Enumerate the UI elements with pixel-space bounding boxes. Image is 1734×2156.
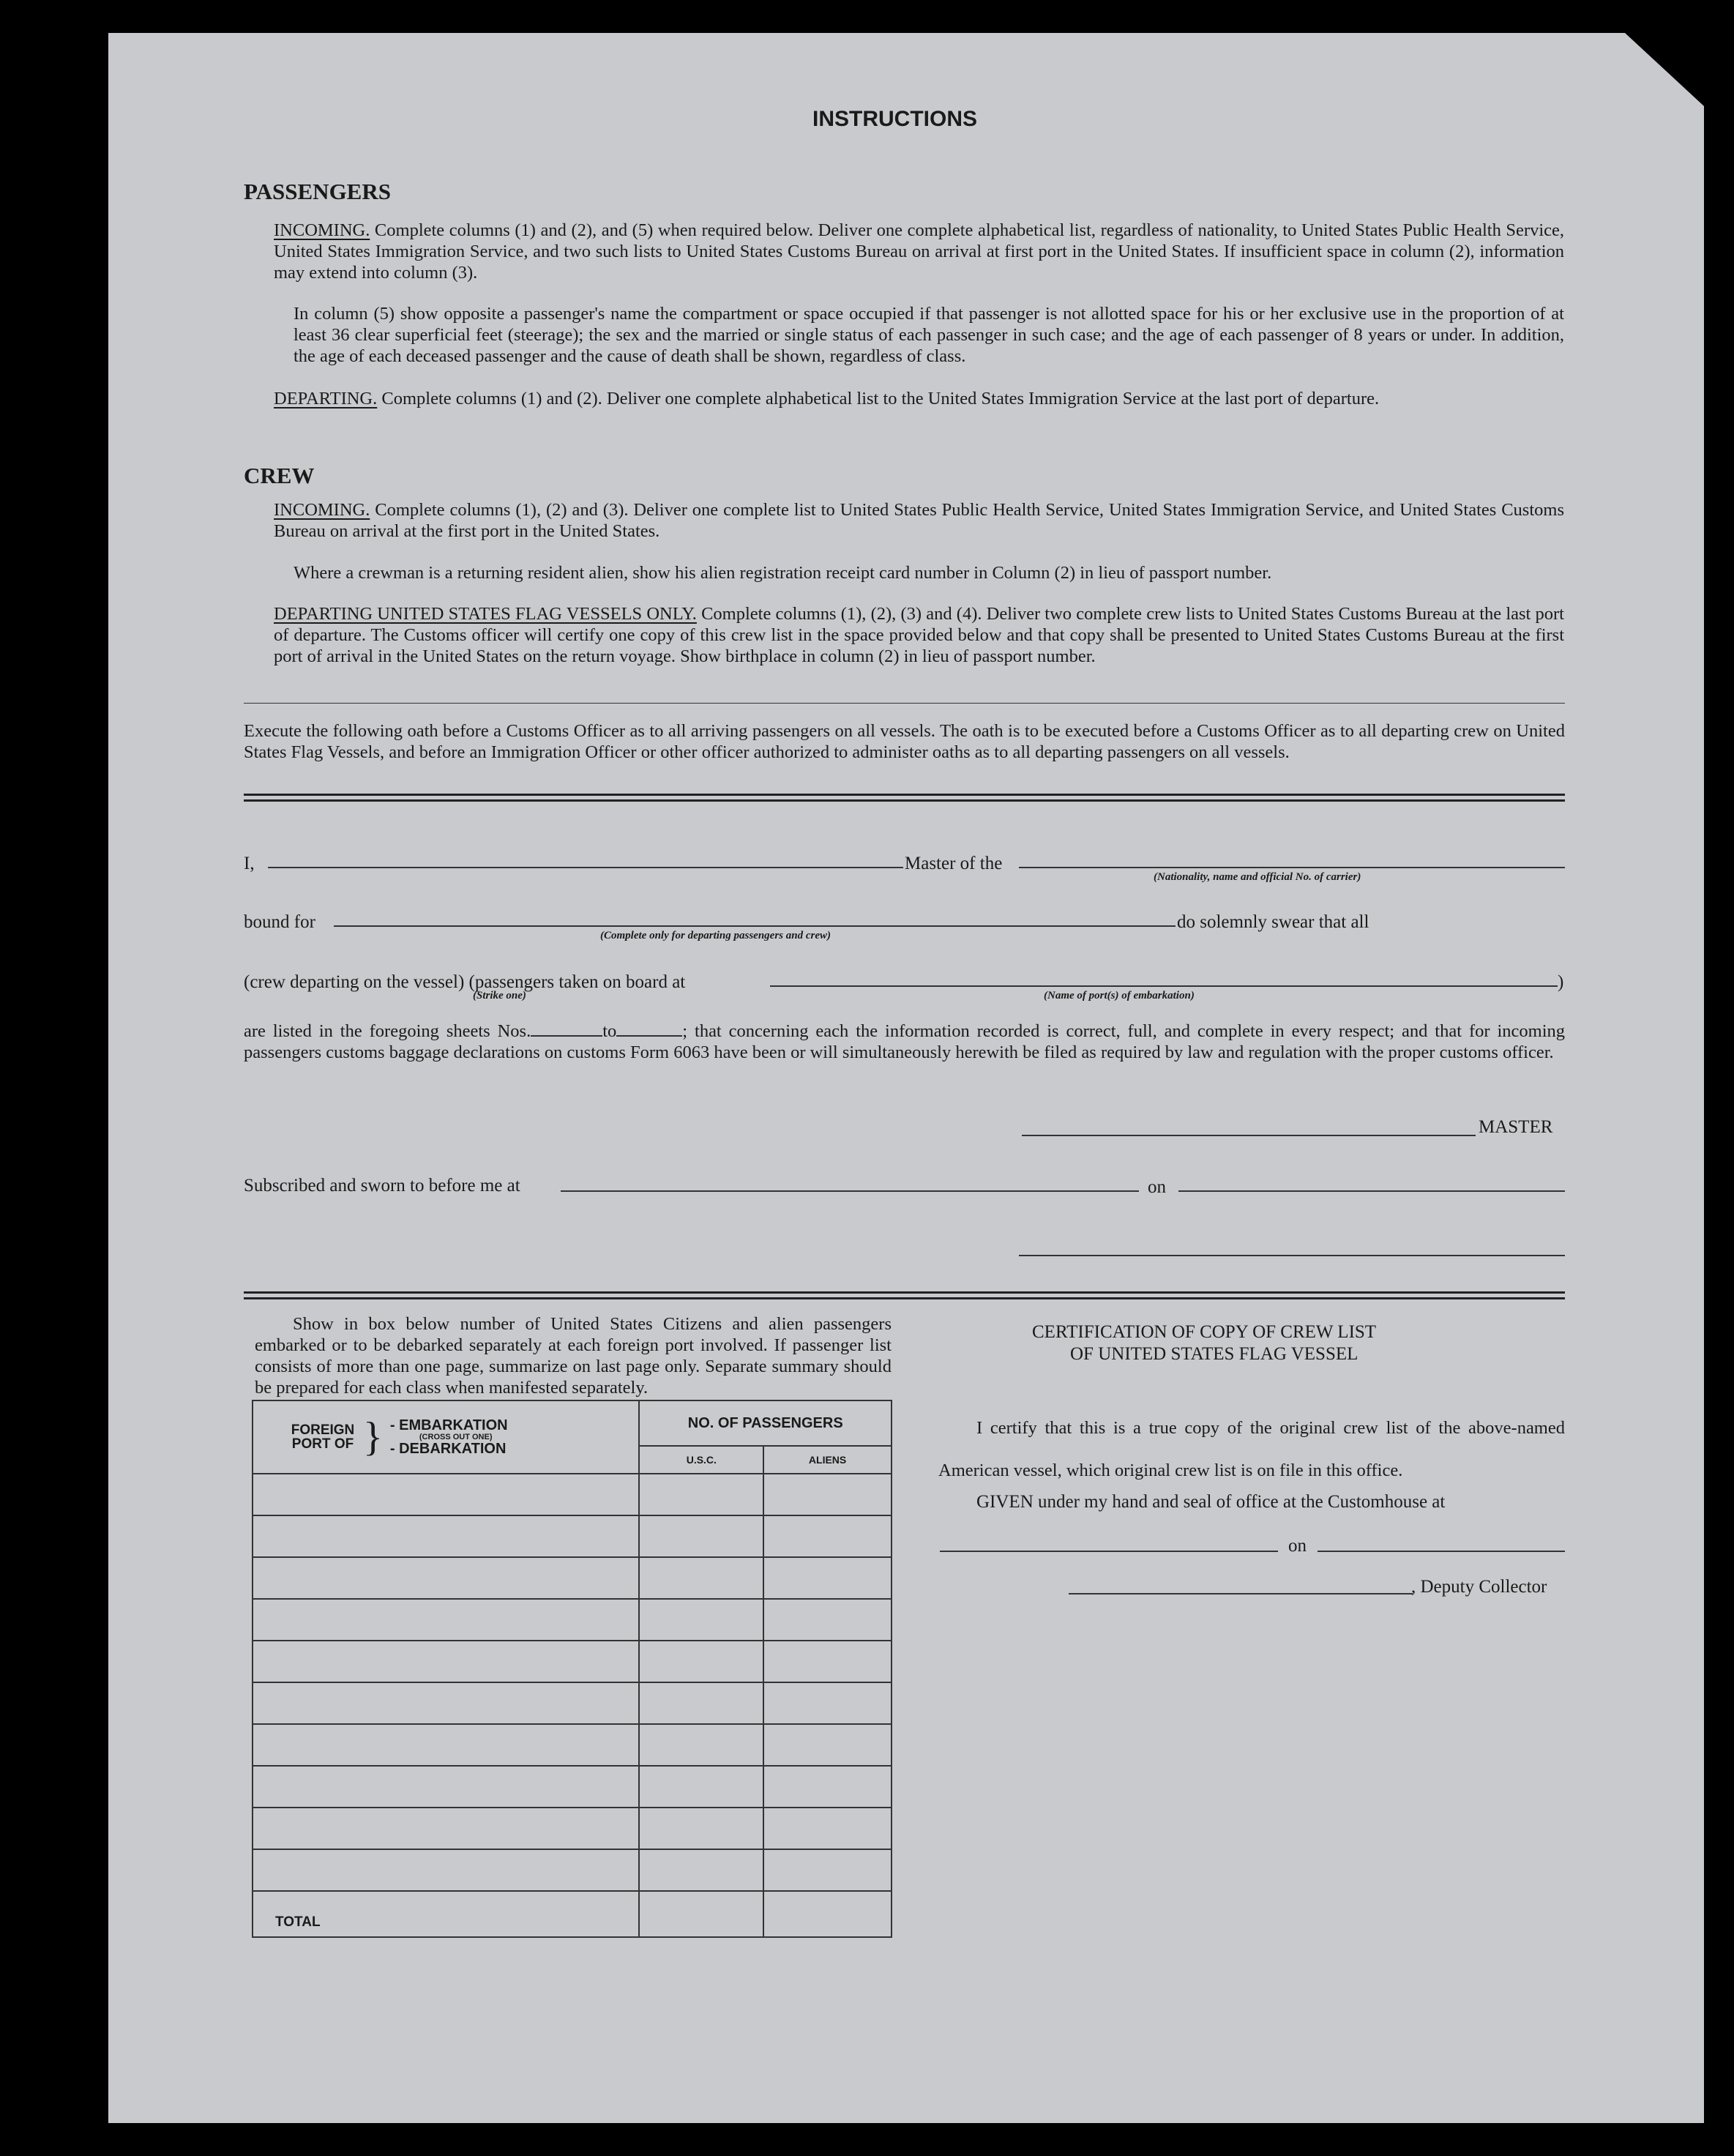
certify-text: I certify that this is a true copy of the original crew list of the above-named American vessel, which original crew list is on file in this office. [938,1418,1565,1480]
bound-caption: (Complete only for departing passengers and crew) [600,930,831,941]
port-cell[interactable] [253,1849,639,1891]
port-cell[interactable] [253,1641,639,1682]
passengers-departing-text: Complete columns (1) and (2). Deliver one complete alphabetical list to the United States Immigration Service at the last port of departure. [381,389,1380,409]
master-of-the-label: Master of the [905,854,1003,873]
debarkation-label: - DEBARKATION [389,1441,507,1457]
sheet-from-field[interactable] [531,1022,602,1037]
embarkation-label: - EMBARKATION [389,1417,508,1433]
deputy-collector-label: , Deputy Collector [1411,1577,1547,1597]
sheets-statement [244,1021,1565,1063]
usc-cell[interactable] [639,1557,763,1599]
certification-title-1: CERTIFICATION OF COPY OF CREW LIST [1032,1322,1377,1342]
aliens-header: ALIENS [763,1446,892,1474]
aliens-cell[interactable] [763,1808,892,1849]
passengers-departing-label: DEPARTING. [274,389,378,409]
port-cell[interactable] [253,1682,639,1724]
certification-on-label: on [1288,1536,1307,1556]
carrier-field[interactable] [1019,867,1565,868]
bound-for-label: bound for [244,912,315,932]
master-name-field[interactable] [268,867,903,868]
sworn-place-field[interactable] [561,1190,1139,1192]
port-cell[interactable] [253,1766,639,1808]
passengers-column5-text: In column (5) show opposite a passenger's name the compartment or space occupied if that passenger is not allotted space for his or her exclusive use in the proportion of at least 36 clear superficial feet (steerage); the sex and the married or single status of each passenger in such case; and the age of each passenger of 8 years or under. In addition, the age of each deceased passenger and the cause of death shall be shown, regardless of class. [294,304,1564,366]
passengers-incoming-instructions [274,220,1564,283]
double-rule-2 [244,1291,1565,1299]
passengers-departing-instructions [274,388,1564,409]
passengers-incoming-text: Complete columns (1) and (2), and (5) when required below. Deliver one complete alphabetical list, regardless of nationality, to United States Public Health Service, United States Immigration Service, and two such lists to United States Customs Bureau on arrival at first port in the United States. If insufficient space in column (2), information may extend into column (3). [274,220,1565,283]
sheets-text-a: are listed in the foregoing sheets Nos. [244,1021,531,1041]
no-of-passengers-header: NO. OF PASSENGERS [639,1400,892,1446]
passengers-heading: PASSENGERS [244,179,391,204]
aliens-cell[interactable] [763,1849,892,1891]
aliens-cell[interactable] [763,1724,892,1766]
brace-glyph: } [363,1414,383,1460]
crew-departing-text: (crew departing on the vessel) (passengers taken on board at [244,972,686,992]
oath-i-label: I, [244,854,255,873]
certification-date-field[interactable] [1318,1551,1565,1552]
crew-departing-instructions [274,603,1564,667]
crew-incoming-label: INCOMING. [274,500,370,520]
usc-header: U.S.C. [639,1446,763,1474]
crew-resident-text: Where a crewman is a returning resident alien, show his alien registration receipt card number in Column (2) in lieu of passport number. [294,563,1272,583]
usc-cell[interactable] [639,1515,763,1557]
port-cell[interactable] [253,1808,639,1849]
strike-one-caption: (Strike one) [473,990,526,1001]
master-label: MASTER [1479,1117,1553,1137]
passengers-incoming-label: INCOMING. [274,220,370,240]
deputy-signature-field[interactable] [1069,1593,1413,1594]
passenger-summary-table [252,1400,892,1938]
embarkation-ports-field[interactable] [770,985,1558,987]
usc-cell[interactable] [639,1682,763,1724]
usc-cell[interactable] [639,1808,763,1849]
usc-cell[interactable] [639,1641,763,1682]
aliens-cell[interactable] [763,1474,892,1515]
double-rule [244,794,1565,802]
divider [244,703,1565,704]
swear-text: do solemnly swear that all [1177,912,1369,932]
sheets-text-b: ; that concerning each the information recorded is correct, full, and complete in every respect; and that for incoming passengers customs baggage declarations on customs Form 6063 have been or will simultaneously herewith be filed as required by law and regulation with the proper customs officer. [244,1021,1565,1062]
sworn-on-label: on [1148,1177,1166,1197]
sworn-date-field[interactable] [1178,1190,1565,1192]
aliens-cell[interactable] [763,1766,892,1808]
sheets-to: to [602,1021,617,1041]
subscribed-label: Subscribed and sworn to before me at [244,1176,520,1196]
sheet-to-field[interactable] [616,1022,682,1037]
carrier-caption: (Nationality, name and official No. of carrier) [1154,871,1361,883]
given-text: GIVEN under my hand and seal of office at the Customhouse at [976,1492,1446,1512]
aliens-cell[interactable] [763,1557,892,1599]
close-paren: ) [1558,972,1564,992]
port-cell[interactable] [253,1724,639,1766]
certification-title-2: OF UNITED STATES FLAG VESSEL [1070,1344,1359,1364]
usc-total-cell[interactable] [639,1891,763,1937]
master-signature-field[interactable] [1022,1135,1476,1136]
port-header-cell [253,1400,639,1474]
summary-instructions: Show in box below number of United States Citizens and alien passengers embarked or to be debarked separately at each foreign port involved. If passenger list consists of more than one page, summarize on last page only. Separate summary should be prepared for each class when manifested separately. [255,1314,892,1398]
aliens-cell[interactable] [763,1682,892,1724]
usc-cell[interactable] [639,1599,763,1641]
ports-caption: (Name of port(s) of embarkation) [1044,990,1195,1001]
usc-cell[interactable] [639,1474,763,1515]
port-cell[interactable] [253,1557,639,1599]
customhouse-field[interactable] [940,1551,1278,1552]
port-cell[interactable] [253,1474,639,1515]
crew-heading: CREW [244,463,315,488]
crew-departing-text: Complete columns (1), (2), (3) and (4). Deliver two complete crew lists to United States Customs Bureau at the last port of departure. The Customs officer will certify one copy of this crew list in the space provided below and that copy shall be presented to United States Customs Bureau at the first port of arrival in the United States on the return voyage. Show birthplace in column (2) in lieu of passport number. [274,604,1564,666]
crew-incoming-text: Complete columns (1), (2) and (3). Deliver one complete list to United States Public Health Service, United States Immigration Service, and United States Customs Bureau on arrival at the first port in the United States. [274,500,1564,541]
usc-cell[interactable] [639,1766,763,1808]
bound-for-field[interactable] [334,925,1176,927]
crew-incoming-instructions [274,499,1564,542]
port-cell[interactable] [253,1599,639,1641]
crew-departing-label: DEPARTING UNITED STATES FLAG VESSELS ONLY. [274,604,697,624]
port-cell[interactable] [253,1515,639,1557]
usc-cell[interactable] [639,1724,763,1766]
aliens-total-cell[interactable] [763,1891,892,1937]
cross-out-caption: (CROSS OUT ONE) [419,1433,493,1441]
oath-intro: Execute the following oath before a Customs Officer as to all arriving passengers on all vessels. The oath is to be executed before a Customs Officer as to all departing crew on United States Flag Vessels, and before an Immigration Officer or other officer authorized to administer oaths as to all departing passengers on all vessels. [244,721,1565,762]
aliens-cell[interactable] [763,1599,892,1641]
page-title: INSTRUCTIONS [812,107,977,131]
total-label: TOTAL [253,1891,639,1937]
foreign-port-label: FOREIGN PORT OF [291,1422,355,1452]
officer-signature-field[interactable] [1019,1255,1565,1256]
usc-cell[interactable] [639,1849,763,1891]
aliens-cell[interactable] [763,1515,892,1557]
aliens-cell[interactable] [763,1641,892,1682]
